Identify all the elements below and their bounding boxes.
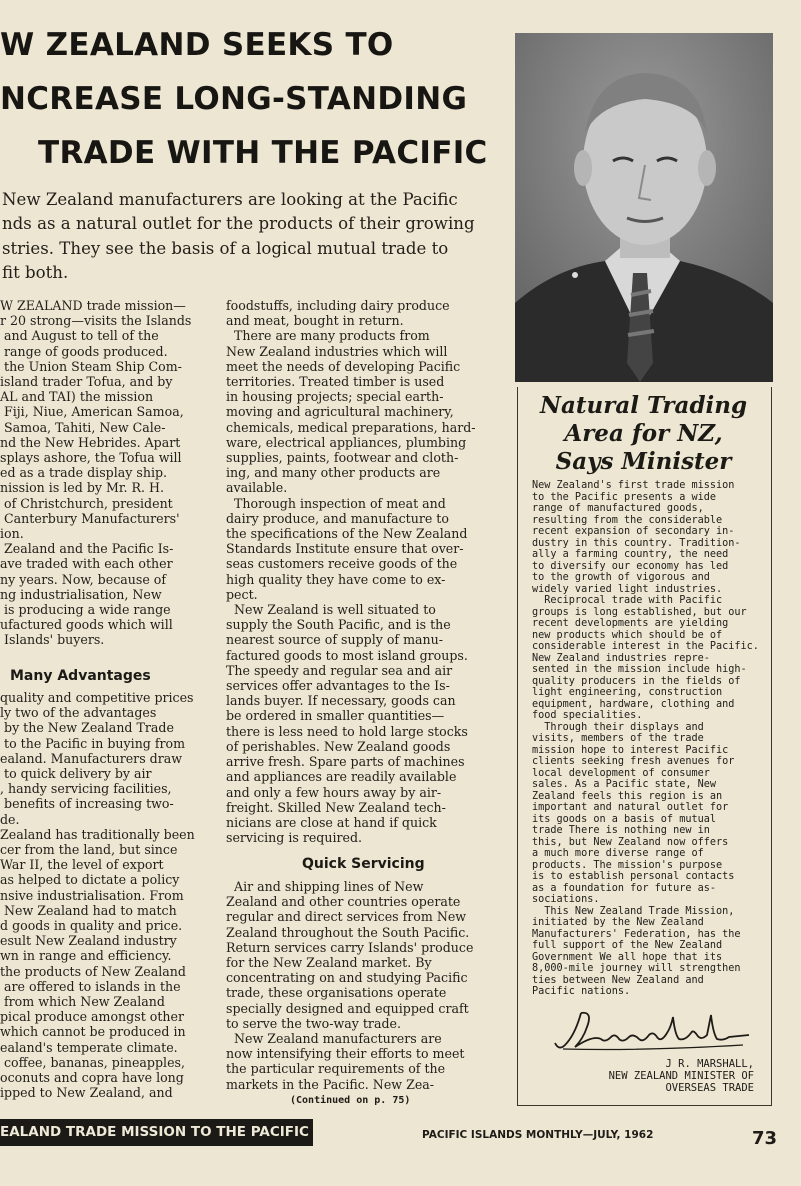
subhead-quick-servicing: Quick Servicing (302, 856, 425, 872)
headline-line-1: W ZEALAND SEEKS TO (0, 27, 394, 63)
portrait-photo (515, 33, 773, 382)
page-number: 73 (752, 1128, 778, 1149)
sidebar-title: Natural Trading Area for NZ, Says Minister (539, 392, 748, 475)
column-2-text-top: foodstuffs, including dairy produce and meat, bought in return. There are many products from New Zealand industries which will meet the needs of developing Pacific territories. Treated timber is used in housing projects; special earth- moving and agricultural machinery, chemicals, medical preparations, hard- ware, electrical appliances, plumbing supplies, paints, footwear and cloth- ing, and many other products are available. Thorough inspection of meat and dairy produce, and manufacture to the specifications of the New Zealand Standards Institute ensure that over- seas customers receive goods of the high quality they have come to ex- pect. New Zealand is well situated to supply the South Pacific, and is the nearest source of supply of manu- factured goods to most island groups. The speedy and regular sea and air services offer advantages to the Is- lands buyer. If necessary, goods can be ordered in smaller quantities— there is less need to hold large stocks of perishables. New Zealand goods arrive fresh. Spare parts of machines and appliances are readily available and only a few hours away by air- freight. Skilled New Zealand tech- nicians are close at hand if quick servicing is required. (226, 298, 476, 846)
column-1-text-top: W ZEALAND trade mission— r 20 strong—visits the Islands and August to tell of the range of goods produced. the Union Steam Ship Com- island trader Tofua, and by AL and TAI) the mission Fiji, Niue, American Samoa, Samoa, Tahiti, New Cale- nd the New Hebrides. Apart splays ashore, the Tofua will ed as a trade display ship. nission is led by Mr. R. H. of Christchurch, president Canterbury Manufacturers' ion. Zealand and the Pacific Is- ave traded with each other ny years. Now, because of ng industrialisation, New is producing a wide range ufactured goods which will Islands' buyers. (0, 298, 192, 648)
intro-paragraph: New Zealand manufacturers are looking at the Pacific nds as a natural outlet for the products of their growing stries. They see the basis of a logical mutual trade to fit both. (2, 190, 475, 283)
continued-note: (Continued on p. 75) (290, 1095, 411, 1106)
sidebar-text: New Zealand's first trade mission to the Pacific presents a wide range of manufactured goods, resulting from the considerable recent expansion of secondary in- dustry in this country. Tradition- ally a farming country, the need to diversify our economy has led to the growth of vigorous and widely varied light industries. Reciprocal trade with Pacific groups is long established, but our recent developments are yielding new products which should be of considerable interest in the Pacific. New Zealand industries repre- sented in the mission include high- quality producers in the fields of light engineering, construction equipment, hardware, clothing and food specialities. Through their displays and visits, members of the trade mission hope to interest Pacific clients seeking fresh avenues for local development of consumer sales. As a Pacific state, New Zealand feels this region is an important and natural outlet for its goods on a basis of mutual trade There is nothing new in this, but New Zealand now offers a much more diverse range of products. The mission's purpose is to establish personal contacts as a foundation for future as- sociations. This New Zealand Trade Mission, initiated by the New Zealand Manufacturers' Federation, has the full support of the New Zealand Government We all hope that its 8,000-mile journey will strengthen ties between New Zealand and Pacific nations. (532, 480, 759, 997)
headline-line-3: TRADE WITH THE PACIFIC (38, 135, 488, 171)
headline-line-2: NCREASE LONG-STANDING (0, 81, 468, 117)
handwritten-signature (553, 1005, 753, 1057)
column-1-text-bottom: quality and competitive prices ly two of the advantages by the New Zealand Trade to the Pacific in buying from ealand. Manufacturers draw to quick delivery by air , handy servicing facilities, benefits of increasing two- de. Zealand has traditionally been cer from the land, but since War II, the level of export as helped to dictate a policy nsive industrialisation. From New Zealand had to match d goods in quality and price. esult New Zealand industry wn in range and efficiency. the products of New Zealand are offered to islands in the from which New Zealand pical produce amongst other which cannot be produced in ealand's temperate climate. coffee, bananas, pineapples, oconuts and copra have long ipped to New Zealand, and (0, 690, 195, 1101)
publication-line: PACIFIC ISLANDS MONTHLY—JULY, 1962 (422, 1129, 654, 1141)
subhead-many-advantages: Many Advantages (10, 668, 151, 684)
footer-banner: EALAND TRADE MISSION TO THE PACIFIC (0, 1119, 313, 1146)
signature-name: J R. MARSHALL, NEW ZEALAND MINISTER OF OVERSEAS TRADE (608, 1058, 754, 1094)
column-2-text-bottom: Air and shipping lines of New Zealand and other countries operate regular and direct services from New Zealand throughout the South Pacific. Return services carry Islands' produce for the New Zealand market. By concentrating on and studying Pacific trade, these organisations operate specially designed and equipped craft to serve the two-way trade. New Zealand manufacturers are now intensifying their efforts to meet the particular requirements of the markets in the Pacific. New Zea- (226, 879, 474, 1092)
